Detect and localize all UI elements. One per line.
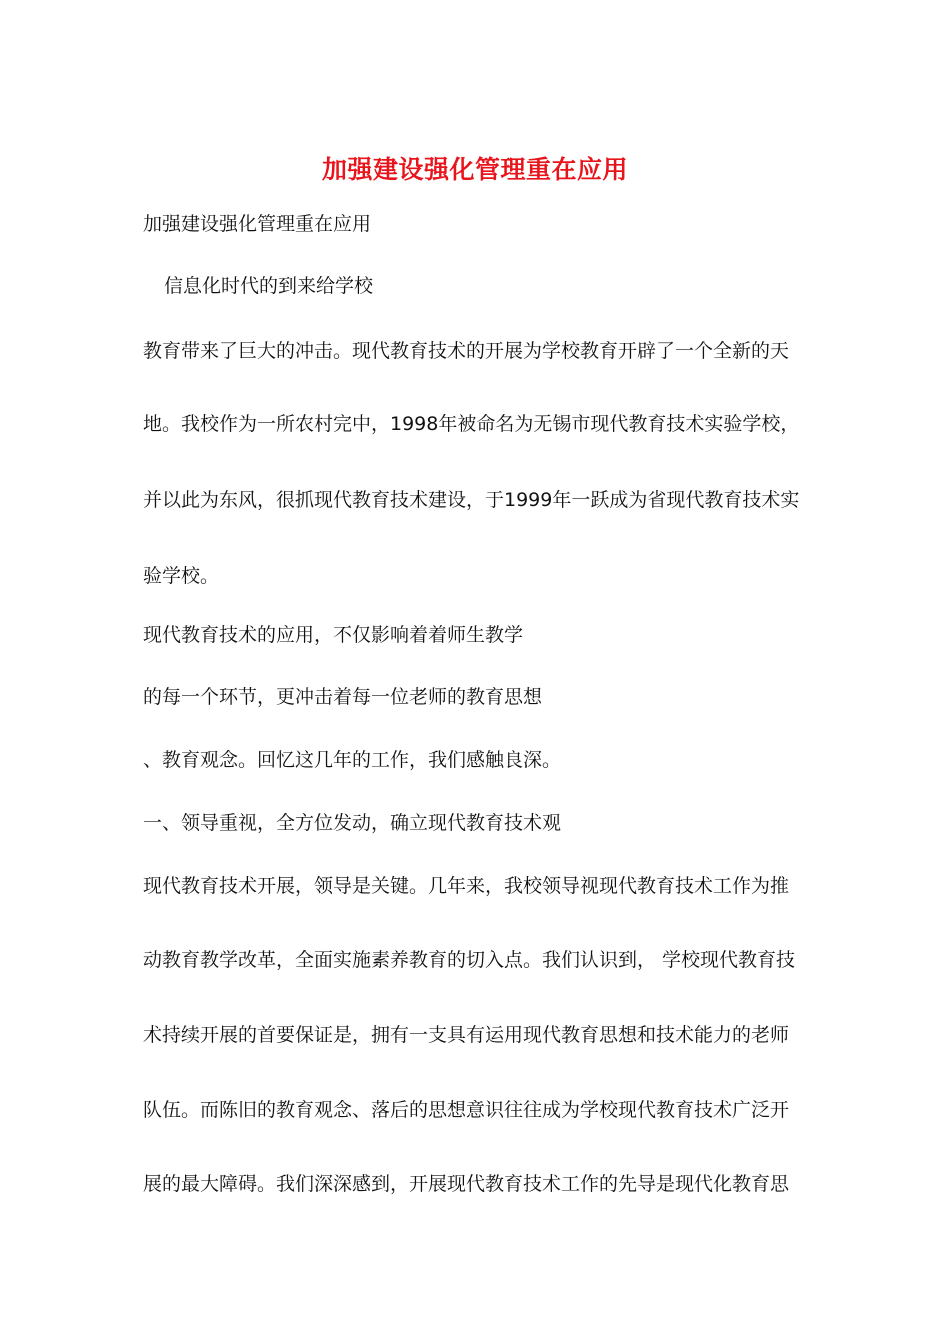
paragraph-line: 教育带来了巨大的冲击。现代教育技术的开展为学校教育开辟了一个全新的天 xyxy=(143,340,790,362)
paragraph-line: 地。我校作为一所农村完中，1998年被命名为无锡市现代教育技术实验学校， xyxy=(143,413,800,435)
paragraph-line: 的每一个环节，更冲击着每一位老师的教育思想 xyxy=(143,686,543,708)
paragraph-line: 队伍。而陈旧的教育观念、落后的思想意识往往成为学校现代教育技术广泛开 xyxy=(143,1099,790,1121)
paragraph-line: 验学校。 xyxy=(143,565,220,587)
paragraph-line: 动教育教学改革，全面实施素养教育的切入点。我们认识到， 学校现代教育技 xyxy=(143,949,796,971)
paragraph-line: 信息化时代的到来给学校 xyxy=(164,275,374,297)
subtitle-line: 加强建设强化管理重在应用 xyxy=(143,213,372,235)
paragraph-line: 并以此为东风，很抓现代教育技术建设，于1999年一跃成为省现代教育技术实 xyxy=(143,489,800,511)
paragraph-line: 术持续开展的首要保证是，拥有一支具有运用现代教育思想和技术能力的老师 xyxy=(143,1024,790,1046)
paragraph-line: 现代教育技术的应用，不仅影响着着师生教学 xyxy=(143,624,524,646)
paragraph-line: 现代教育技术开展，领导是关键。几年来，我校领导视现代教育技术工作为推 xyxy=(143,875,790,897)
paragraph-line: 、教育观念。回忆这几年的工作，我们感触良深。 xyxy=(143,749,562,771)
document-title: 加强建设强化管理重在应用 xyxy=(321,155,628,184)
section-heading: 一、领导重视，全方位发动，确立现代教育技术观 xyxy=(143,812,562,834)
paragraph-line: 展的最大障碍。我们深深感到，开展现代教育技术工作的先导是现代化教育思 xyxy=(143,1173,790,1195)
